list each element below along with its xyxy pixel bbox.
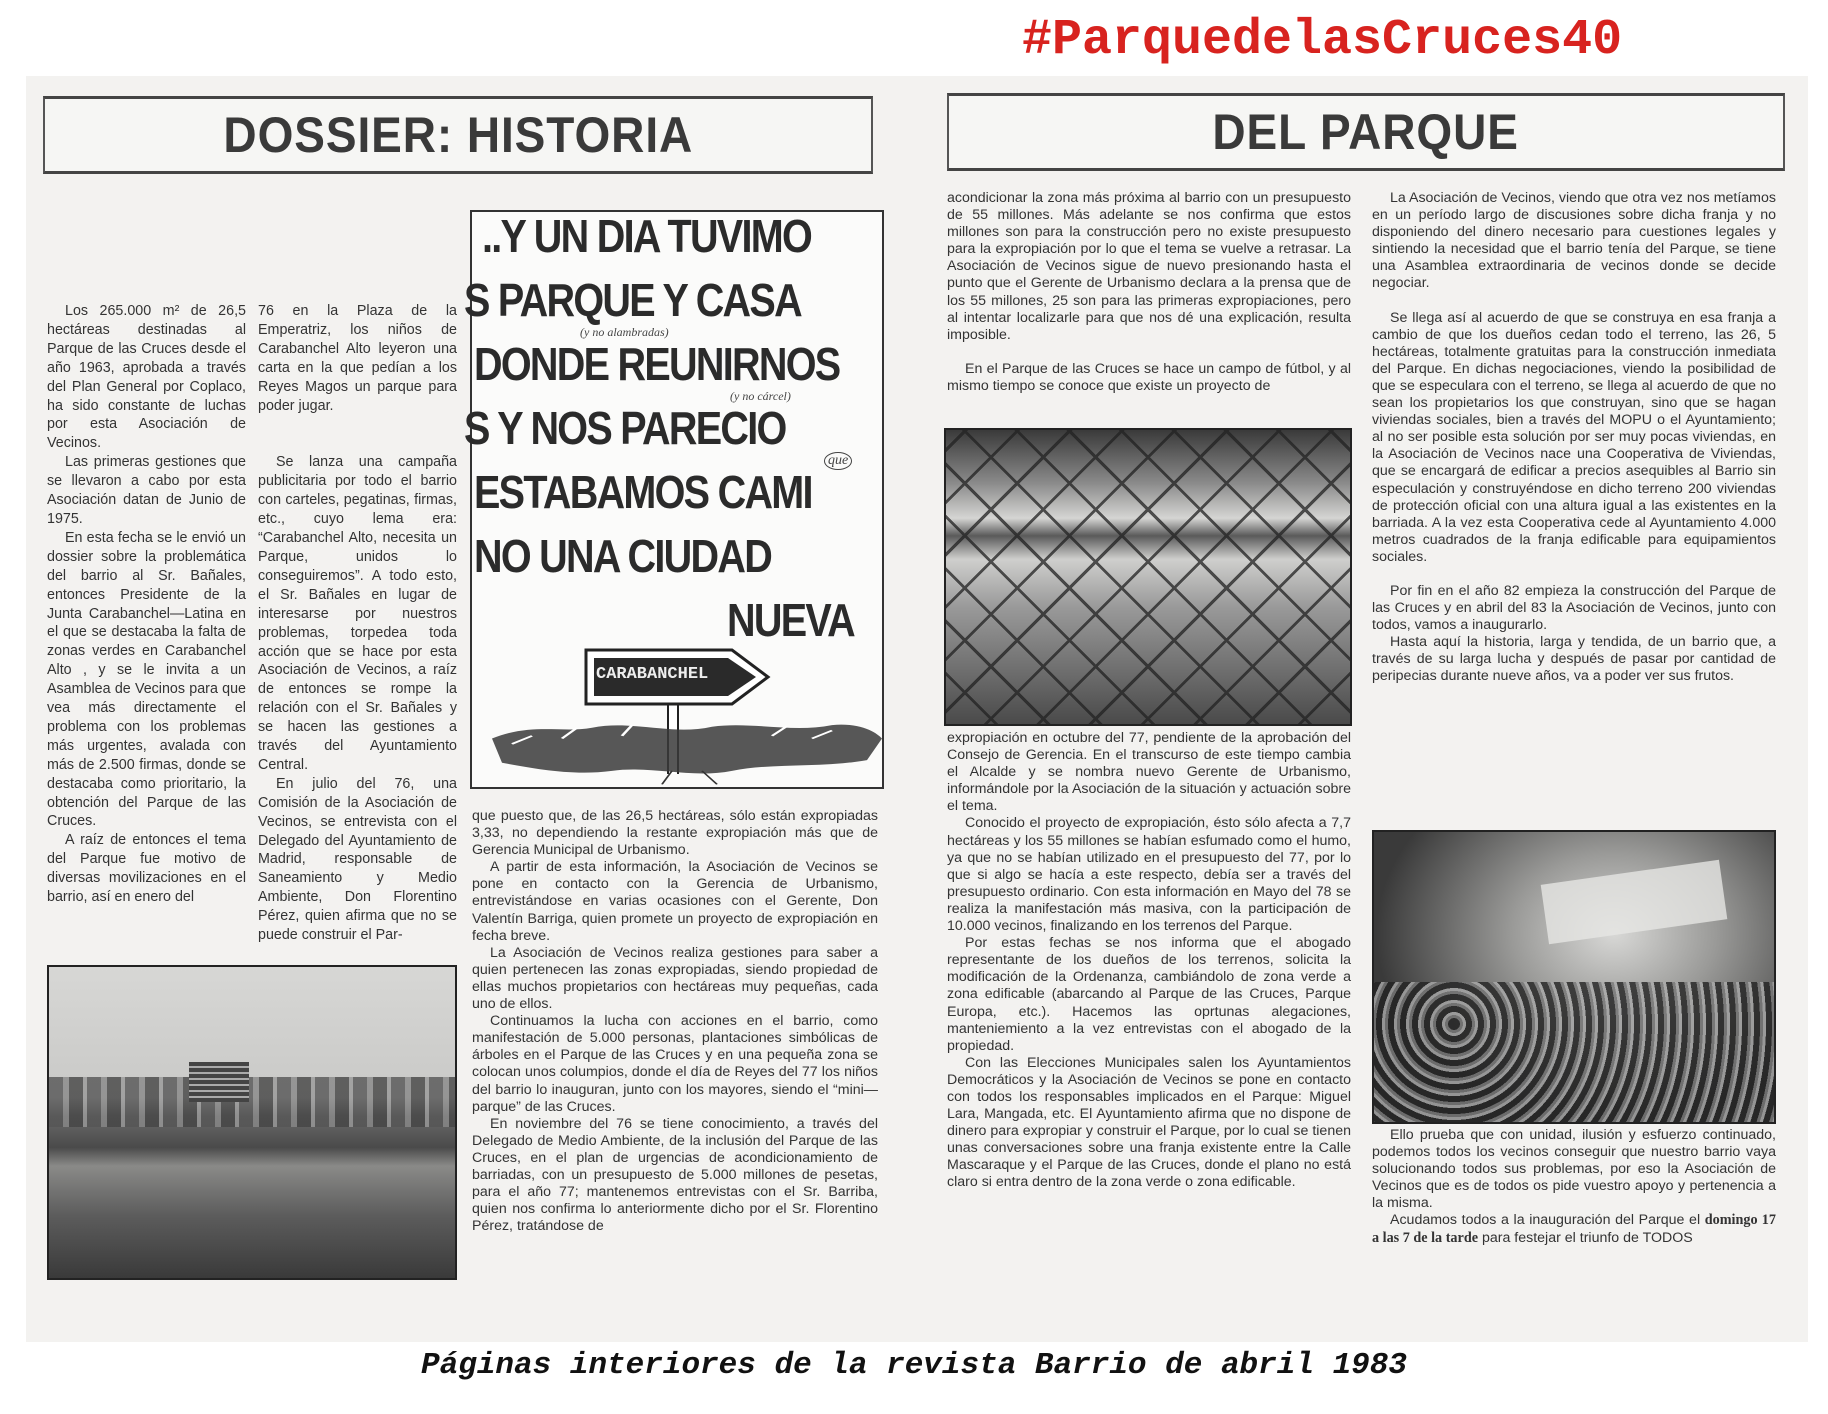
right-column-a-top: [947, 190, 1351, 425]
paragraph: [1372, 1212, 1776, 1246]
paragraph: Los 265.000 m² de 26,5 hectáreas destinadas al Parque de las Cruces desde el año 1963, aprobada a través del Plan General por Coplaco, ha sido constante de luchas por esta Asociación de Vecinos.: [47, 303, 246, 452]
paragraph: expropiación en octubre del 77, pendiente de la aprobación del Consejo de Gerencia. En el transcurso de este tiempo cambia el Alcalde y se nombra nuevo Gerente de Urbanismo, informándole por la Asociación de la situación y actuación sobre el tema.: [947, 730, 1351, 815]
paragraph: Se lanza una campaña publicitaria por todo el barrio con carteles, pegatinas, firmas, etc., cuyo lema era: “Carabanchel Alto, necesita un Parque, unidos lo conseguiremos”. A todo esto, el Sr. Bañales en lugar de interesarse por nuestros problemas, torpedea toda acción que se hace por esta Asociación de Vecinos, a raíz de entonces se rompe la relación con el Sr. Bañales y se hacen las gestiones a través del Ayuntamiento Central.: [258, 454, 457, 773]
left-column-2: [258, 302, 457, 944]
handwritten-note: que: [824, 452, 852, 470]
paragraph: La Asociación de Vecinos, viendo que otra vez nos metíamos en un período largo de discusiones sobre dicha franja y no disponiendo del dinero necesario para cuestiones legales y sintiendo la necesidad que el barrio tenía del Parque, se tiene una Asamblea extraordinaria de vecinos donde se decide negociar.: [1372, 190, 1776, 292]
paragraph: En julio del 76, una Comisión de la Asociación de Vecinos, se entrevista con el Delegado del Ayuntamiento de Madrid, responsable de Saneamiento y Medio Ambiente, Don Florentino Pérez, quien afirma que no se puede construir el Par-: [258, 775, 457, 944]
right-headline-box: [947, 93, 1785, 171]
paragraph: En el Parque de las Cruces se hace un campo de fútbol, y al mismo tiempo se conoce que existe un proyecto de: [947, 360, 1351, 394]
chain-link-fence: [946, 430, 1350, 724]
poster-line: DONDE REUNIRNOS: [474, 338, 840, 390]
poster-illustration: [464, 210, 884, 789]
poster-line: NO UNA CIUDAD: [474, 530, 772, 582]
event-date: domingo 17 a las 7 de la tarde: [1372, 1212, 1776, 1246]
hashtag-title: #ParquedelasCruces40: [1022, 12, 1623, 69]
poster-line: ..Y UN DIA TUVIMO: [482, 210, 812, 262]
paragraph: A raíz de entonces el tema del Parque fue motivo de diversas movilizaciones en el barrio, así en enero del: [47, 832, 246, 906]
left-headline-box: [43, 96, 873, 174]
right-column-b-top: [1372, 190, 1776, 810]
paragraph: Las primeras gestiones que se llevaron a cabo por esta Asociación datan de Junio de 1975.: [47, 454, 246, 527]
poster-line: S PARQUE Y CASA: [464, 274, 801, 326]
paragraph: Ello prueba que con unidad, ilusión y esfuerzo continuado, podemos todos los vecinos conseguir que nuestro barrio vaya solucionando todos sus problemas, por eso la Asociación de Vecinos que es de todos os pide vuestro apoyo y pertenencia a la misma.: [1372, 1127, 1776, 1212]
handwritten-note: (y no cárcel): [730, 389, 791, 403]
paragraph: Conocido el proyecto de expropiación, ésto sólo afecta a 7,7 hectáreas y los 55 millones se habían esfumado como el humo, ya que no se habían utilizado en el presupuesto del 77, por lo que si algo se hacía a este respecto, debía ser a través del presupuesto ordinario. Con esta información en Mayo del 78 se realiza la manifestación más masiva, con la participación de 10.000 vecinos, finalizando en los terrenos del Parque.: [947, 815, 1351, 935]
paragraph: Hasta aquí la historia, larga y tendida, de un barrio que, a través de su larga lucha y después de pasar por cantidad de peripecias durante nueve años, va a poder ver sus frutos.: [1372, 634, 1776, 685]
left-column-3: [472, 808, 878, 1283]
paragraph: Con las Elecciones Municipales salen los Ayuntamientos Democráticos y la Asociación de Vecinos se pone en contacto con todos los responsables implicados en el Parque: Miguel Lara, Mangada, etc. El Ayuntamiento afirma que no dispone de dinero para expropiar y construir el Parque, por lo cual se tienen unas conversaciones sobre una franja existente entre la Calle Mascaraque y el Parque de las Cruces, donde el plano no está claro si entra dentro de la zona verde o zona edificable.: [947, 1054, 1351, 1191]
paragraph: La Asociación de Vecinos realiza gestiones para saber a quien pertenecen las zonas expropiadas, siendo propiedad de ellas muchos propietarios con hectáreas muy pequeñas, cada uno de ellos.: [472, 944, 878, 1013]
paragraph: A partir de esta información, la Asociación de Vecinos se pone en contacto con la Gerencia de Urbanismo, entrevistándose en varias ocasiones con el Gerente, Don Valentín Barriga, quien promete un proyecto de expropiación en fecha breve.: [472, 859, 878, 944]
paragraph: Por estas fechas se nos informa que el abogado representante de los dueños de los terrenos, solicita la modificación de la Ordenanza, cambiándolo de zona verde a zona edificable (abarcando al Parque de las Cruces, Parque Europa, etc.). Hacemos las oprtunas alegaciones, manteniemiento a la vez entrevistas con el abogado de la propiedad.: [947, 935, 1351, 1054]
paragraph: acondicionar la zona más próxima al barrio con un presupuesto de 55 millones. Más adelante se nos confirma que estos millones son para la construcción pero no existe presupuesto para la expropiación por lo que el tema se vuelve a retrasar. La Asociación de Vecinos sigue de nuevo presionando hasta el punto que el Gerente de Urbanismo declara a la prensa que de los 55 millones, 25 son para las primeras expropiaciones, pero al intentar localizarle para que nos dé una explicación, resulta imposible.: [947, 190, 1351, 343]
park-landscape-photo: [47, 965, 457, 1280]
fence-field-photo: [944, 428, 1352, 726]
crowd-demonstration-photo: [1372, 830, 1776, 1124]
paragraph: Se llega así al acuerdo de que se construya en esa franja a cambio de que los dueños cedan todo el terreno, las 26, 5 hectáreas, totalmente gratuitas para la construcción inmediata del Parque. En dichas negociaciones, viendo la posibilidad de que se especulara con el terreno, se llega al acuerdo de que no sean los propietarios los que construyan, sino que se hagan viviendas sociales, bien a través del MOPU o el Ayuntamiento; al no ser posible esta solución por ser muy pocas viviendas, en la Asociación de Vecinos nace una Cooperativa de Viviendas, que se encargará de edificar a precios asequibles al Barrio sin especulación y construyéndose en dicho terreno 200 viviendas de protección oficial con una altura igual a las existentes en la barriada. A la vez esta Cooperativa cede al Ayuntamiento 4.000 metros cuadrados de la franja edificable para equipamientos sociales.: [1372, 309, 1776, 565]
sign-label: CARABANCHEL: [596, 665, 709, 684]
paragraph: En noviembre del 76 se tiene conocimiento, a través del Delegado de Medio Ambiente, de la inclusión del Parque de las Cruces, en el plan de urgencias de acondicionamiento de barriadas, con un presupuesto de 5.000 millones de pesetas, para el año 77; mantenemos entrevistas con el Sr. Barriba, quien nos confirma lo anteriormente dicho por el Sr. Florentino Pérez, tratándose de: [472, 1115, 878, 1235]
right-column-b-bottom: [1372, 1127, 1776, 1282]
text-segment: Acudamos todos a la inauguración del Parque el: [1390, 1212, 1705, 1229]
paragraph: Por fin en el año 82 empieza la construcción del Parque de las Cruces y en abril del 83 la Asociación de Vecinos, junto con todos, vamos a inaugurarlo.: [1372, 582, 1776, 634]
left-column-1: [47, 302, 246, 932]
handwritten-note: (y no alambradas): [580, 325, 669, 339]
paragraph: En esta fecha se le envió un dossier sobre la problemática del barrio al Sr. Bañales, entonces Presidente de la Junta Carabanchel—Latina en el que se destacaba la falta de zonas verdes en Carabanchel Alto , y se le invita a un Asamblea de Vecinos para que vea más directamente el problema con los problemas más urgentes, avalada con más de 2.500 firmas, donde se destacaba como prioritario, la obtención del Parque de las Cruces.: [47, 529, 246, 830]
right-headline: DEL PARQUE: [1212, 104, 1520, 160]
paragraph: 76 en la Plaza de la Emperatriz, los niños de Carabanchel Alto leyeron una carta en la que pedían a los Reyes Magos un parque para poder jugar.: [258, 303, 457, 414]
paragraph: que puesto que, de las 26,5 hectáreas, sólo están expropiadas 3,33, no dependiendo la restante expropiación más que de Gerencia Municipal de Urbanismo.: [472, 808, 878, 859]
building: [189, 1062, 249, 1102]
city-skyline: [49, 1077, 455, 1127]
right-column-a-bottom: [947, 730, 1351, 1280]
left-headline: DOSSIER: HISTORIA: [223, 107, 693, 163]
poster-line: NUEVA: [727, 594, 854, 646]
text-segment: para festejar el triunfo de TODOS: [1478, 1229, 1693, 1246]
bush-drawing: [472, 717, 882, 787]
banner: [1541, 860, 1728, 944]
poster-line: S Y NOS PARECIO: [464, 402, 786, 454]
image-caption: Páginas interiores de la revista Barrio de abril 1983: [421, 1348, 1407, 1383]
poster-line: ESTABAMOS CAMI: [474, 466, 812, 518]
crowd: [1374, 982, 1774, 1122]
paragraph: Continuamos la lucha con acciones en el barrio, como manifestación de 5.000 personas, plantaciones simbólicas de árboles en el Parque de las Cruces y en una pequeña zona se colocan unos columpios, donde el día de Reyes del 77 los niños del barrio lo inauguran, junto con los mayores, siendo el “mini—parque” de las Cruces.: [472, 1013, 878, 1115]
